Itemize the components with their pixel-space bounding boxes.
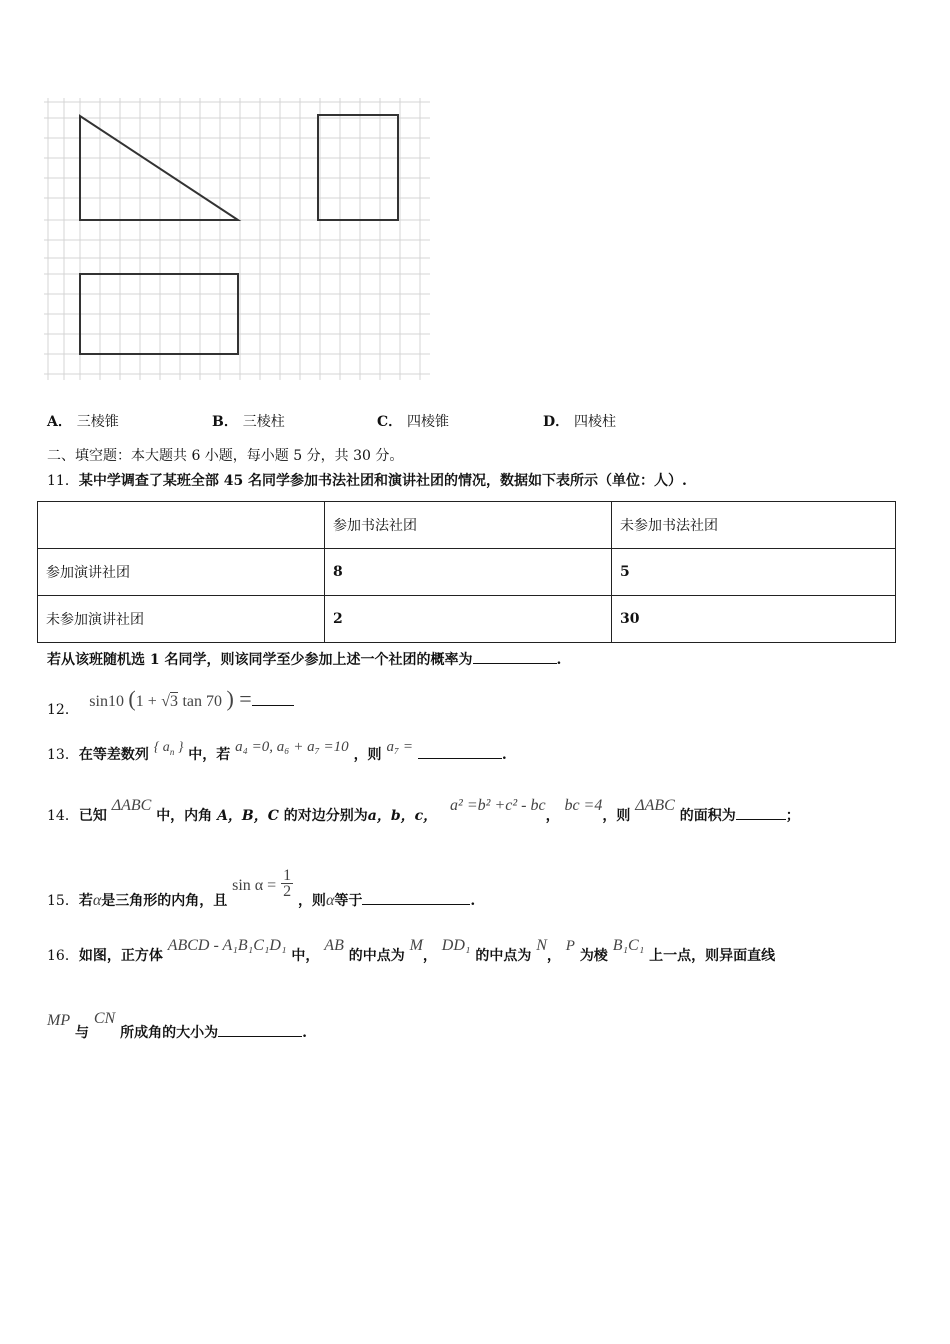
q16-text-a: 如图，正方体: [78, 948, 163, 964]
answer-blank: [218, 1022, 302, 1037]
q14-text-e: 的面积为: [679, 808, 736, 824]
option-c-letter: C．: [377, 414, 403, 430]
q15-alpha-2: α: [325, 891, 335, 909]
answer-blank: [418, 744, 502, 759]
q13: [47, 739, 507, 765]
answer-blank: [473, 649, 557, 664]
q15-text-b: 是三角形的内角，且: [101, 892, 228, 909]
q16-number: 16．: [47, 948, 79, 964]
q14-triangle: ΔABC: [111, 797, 152, 814]
table-cell: 未参加演讲社团: [38, 596, 325, 643]
q15-text-d: 等于: [334, 892, 363, 909]
q14-number: 14．: [47, 808, 79, 824]
q12-number: 12．: [47, 702, 79, 718]
option-c-text: 四棱锥: [407, 414, 450, 430]
option-d-letter: D．: [543, 414, 570, 430]
option-d: [543, 411, 616, 431]
q16-text-c: 的中点为: [348, 948, 405, 964]
q11-stem: [47, 470, 687, 490]
q14-triangle-2: ΔABC: [635, 797, 675, 814]
q13-text-b: 中，若: [188, 747, 231, 763]
q12-sin: sin10: [89, 693, 124, 710]
q14-text-b: 中，内角: [156, 808, 213, 824]
q14-cond1: a² =b² +c² - bc: [450, 797, 546, 814]
section2-heading: 二、填空题：本大题共 6 小题，每小题 5 分，共 30 分。: [47, 448, 404, 464]
q13-text-a: 在等差数列: [78, 747, 149, 763]
option-b-text: 三棱柱: [242, 414, 285, 430]
q15-number: 15．: [47, 892, 79, 909]
q15-numerator: 1: [283, 867, 292, 884]
front-view-triangle: [80, 116, 238, 220]
q12-close: ) =: [226, 686, 252, 711]
q12-sqrt3: 3: [170, 693, 178, 710]
q12-one-plus: 1 +: [135, 693, 157, 710]
q15-fraction: [281, 868, 293, 899]
table-cell: 8: [325, 549, 612, 596]
q16-line1: [47, 937, 776, 965]
q14-sides: a，b，c，: [367, 808, 438, 824]
option-a: [47, 411, 119, 431]
table-cell: 2: [325, 596, 612, 643]
side-view-rectangle: [318, 115, 398, 220]
table-cell: 5: [612, 549, 896, 596]
q14-text-d: ，则: [602, 808, 631, 824]
q11-text: 某中学调查了某班全部 45 名同学参加书法社团和演讲社团的情况，数据如下表所示（单位：人）.: [78, 473, 687, 489]
q16-ab: AB: [324, 937, 344, 954]
q15-text-c: ，则: [297, 892, 326, 909]
option-b-letter: B．: [212, 414, 238, 430]
q16-dd1: DD₁: [441, 937, 471, 954]
q14-text-c: 的对边分别为: [283, 808, 368, 824]
q14: [47, 797, 800, 825]
table-cell: [38, 502, 325, 549]
q16-text-d: 的中点为: [475, 948, 532, 964]
q16-cube: ABCD - A₁B₁C₁D₁: [167, 937, 287, 954]
q14-sep: ，: [545, 808, 560, 824]
q13-number: 13．: [47, 747, 79, 763]
q11-question-text: 若从该班随机选 1 名同学，则该同学至少参加上述一个社团的概率为: [47, 652, 473, 668]
q16-mp: MP: [47, 1012, 71, 1029]
q15-denominator: 2: [283, 883, 292, 900]
q14-end: ；: [785, 808, 800, 824]
q15-end: .: [470, 892, 476, 909]
q16-end: .: [302, 1025, 307, 1041]
table-cell: 参加书法社团: [325, 502, 612, 549]
answer-blank: [362, 890, 470, 905]
table-cell: 未参加书法社团: [612, 502, 896, 549]
q11-question: [47, 649, 561, 669]
q16-comma-2: ，: [546, 948, 561, 964]
q12-paren-open: (: [128, 686, 136, 711]
option-a-text: 三棱锥: [76, 414, 119, 430]
table-row: [38, 596, 896, 643]
q16-m: M: [409, 937, 423, 954]
table-row: [38, 549, 896, 596]
q16-b1c1: B₁C₁: [612, 937, 645, 954]
q16-comma-1: ，: [422, 948, 437, 964]
q16-text-b: 中，: [291, 948, 320, 964]
q13-sequence: { $a_n$ }: [153, 740, 184, 757]
q16-n: N: [536, 937, 547, 954]
q11-number: 11．: [47, 473, 79, 489]
q14-text-a: 已知: [78, 808, 107, 824]
answer-blank: [736, 805, 786, 820]
q12-tan: tan 70: [182, 693, 222, 710]
q13-text-c: ，则: [353, 747, 382, 763]
q14-cond2: bc =4: [564, 797, 603, 814]
q16-line2: [47, 1010, 307, 1041]
option-a-letter: A．: [47, 414, 72, 430]
sqrt-icon: √3: [161, 693, 178, 710]
q15-sin: sin α =: [232, 876, 277, 894]
q16-p: P: [565, 938, 575, 954]
q16-text-e: 为棱: [579, 948, 608, 964]
q16-text-g: 与: [74, 1025, 89, 1041]
q11-table: [37, 501, 896, 643]
q13-condition: a₄ =0, a₆ + a₇ =10: [235, 739, 349, 755]
q16-text-f: 上一点，则异面直线: [649, 948, 776, 964]
q11-end: .: [556, 652, 562, 668]
answer-blank: [252, 691, 294, 706]
q12: [47, 686, 294, 718]
q15-text-a: 若: [78, 892, 93, 909]
q16-text-h: 所成角的大小为: [120, 1025, 219, 1041]
table-cell: 参加演讲社团: [38, 549, 325, 596]
table-cell: 30: [612, 596, 896, 643]
option-c: [377, 411, 449, 431]
q14-angles: A，B，C: [217, 808, 279, 824]
q13-end: .: [501, 747, 507, 763]
option-b: [212, 411, 285, 431]
three-view-figure: [44, 98, 430, 380]
q13-ask: a₇ =: [386, 739, 414, 755]
table-row: [38, 502, 896, 549]
option-d-text: 四棱柱: [574, 414, 617, 430]
q15-alpha: α: [92, 891, 102, 909]
q15: [47, 858, 476, 909]
q16-cn: CN: [93, 1010, 116, 1027]
